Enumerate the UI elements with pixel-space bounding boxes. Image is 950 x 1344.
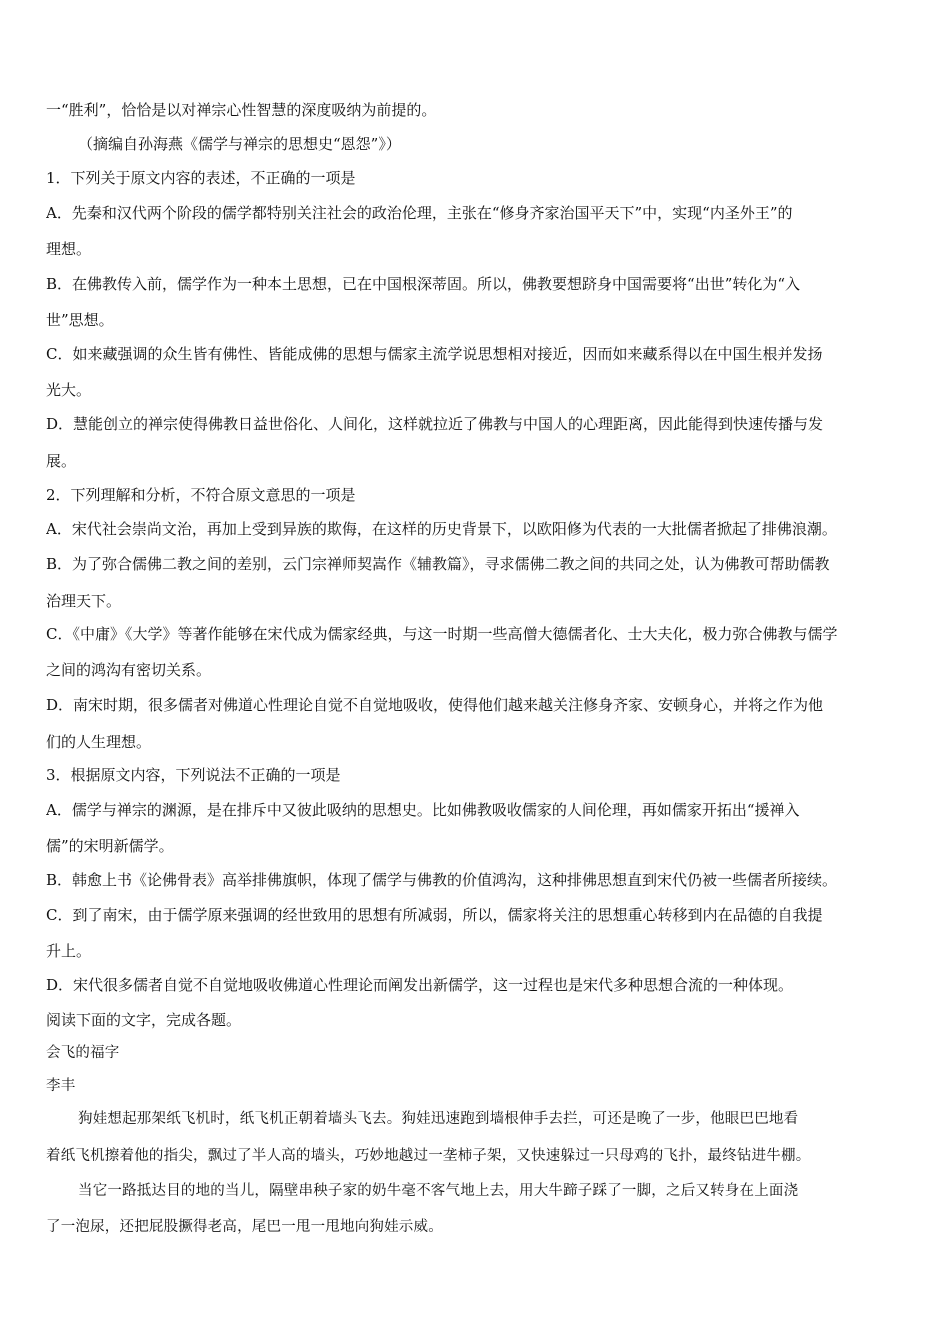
question-1-option-c: C．如来藏强调的众生皆有佛性、皆能成佛的思想与儒家主流学说思想相对接近，因而如来藏系得以在中国生根并发扬 [46, 345, 823, 363]
question-2-stem: 2．下列理解和分析，不符合原文意思的一项是 [46, 486, 356, 504]
story-paragraph-1-line-2: 着纸飞机擦着他的指尖，飘过了半人高的墙头，巧妙地越过一垄柿子架，又快速躲过一只母鸡的飞扑，最终钻进牛棚。 [46, 1148, 811, 1164]
question-1-option-a-cont: 理想。 [46, 240, 92, 258]
story-paragraph-2-line-2: 了一泡尿，还把屁股撅得老高，尾巴一甩一甩地向狗娃示威。 [46, 1219, 443, 1235]
question-1-option-b-cont: 世”思想。 [46, 311, 114, 329]
question-3-option-d: D．宋代很多儒者自觉不自觉地吸收佛道心性理论而阐发出新儒学，这一过程也是宋代多种思想合流的一种体现。 [46, 976, 794, 994]
reading-instruction: 阅读下面的文字，完成各题。 [46, 1011, 242, 1029]
question-2-option-d: D．南宋时期，很多儒者对佛道心性理论自觉不自觉地吸收，使得他们越来越关注修身齐家、安顿身心，并将之作为他 [46, 696, 824, 714]
question-3-option-a-cont: 儒”的宋明新儒学。 [46, 837, 174, 855]
story-paragraph-2-line-1: 当它一路抵达目的地的当儿，隔壁串秧子家的奶牛毫不客气地上去，用大牛蹄子踩了一脚，之后又转身在上面浇 [78, 1183, 799, 1199]
question-3-option-b: B．韩愈上书《论佛骨表》高举排佛旗帜，体现了儒学与佛教的价值鸿沟，这种排佛思想直到宋代仍被一些儒者所接续。 [46, 871, 838, 889]
question-3-stem: 3．根据原文内容，下列说法不正确的一项是 [46, 766, 341, 784]
question-1-option-d: D．慧能创立的禅宗使得佛教日益世俗化、人间化，这样就拉近了佛教与中国人的心理距离，因此能得到快速传播与发 [46, 415, 824, 433]
question-2-option-b-cont: 治理天下。 [46, 592, 122, 610]
question-1-stem: 1．下列关于原文内容的表述，不正确的一项是 [46, 169, 356, 187]
question-3-option-c: C．到了南宋，由于儒学原来强调的经世致用的思想有所减弱，所以，儒家将关注的思想重心转移到内在品德的自我提 [46, 906, 823, 924]
question-1-option-b: B．在佛教传入前，儒学作为一种本土思想，已在中国根深蒂固。所以，佛教要想跻身中国需要将“出世”转化为“入 [46, 275, 801, 293]
question-2-option-c: C．《中庸》《大学》等著作能够在宋代成为儒家经典，与这一时期一些高僧大德儒者化、士大夫化，极力弥合佛教与儒学 [46, 625, 838, 643]
question-2-option-c-cont: 之间的鸿沟有密切关系。 [46, 661, 212, 679]
question-2-option-d-cont: 们的人生理想。 [46, 733, 152, 751]
text-line-source: （摘编自孙海燕《儒学与禅宗的思想史“恩怨”》） [78, 135, 401, 153]
question-3-option-c-cont: 升上。 [46, 942, 92, 960]
story-author: 李丰 [46, 1078, 76, 1094]
story-paragraph-1-line-1: 狗娃想起那架纸飞机时，纸飞机正朝着墙头飞去。狗娃迅速跑到墙根伸手去拦，可还是晚了一步，他眼巴巴地看 [78, 1111, 799, 1127]
question-1-option-a: A．先秦和汉代两个阶段的儒学都特别关注社会的政治伦理，主张在“修身齐家治国平天下”中，实现“内圣外王”的 [46, 204, 793, 222]
question-3-option-a: A．儒学与禅宗的渊源，是在排斥中又彼此吸纳的思想史。比如佛教吸收儒家的人间伦理，再如儒家开拓出“援禅入 [46, 801, 800, 819]
question-1-option-d-cont: 展。 [46, 452, 77, 470]
question-2-option-b: B．为了弥合儒佛二教之间的差别，云门宗禅师契嵩作《辅教篇》，寻求儒佛二教之间的共同之处，认为佛教可帮助儒教 [46, 555, 830, 573]
story-title: 会飞的福字 [46, 1045, 120, 1061]
question-2-option-a: A．宋代社会崇尚文治，再加上受到异族的欺侮，在这样的历史背景下，以欧阳修为代表的一大批儒者掀起了排佛浪潮。 [46, 520, 837, 538]
text-line-passage-end: 一“胜利”，恰恰是以对禅宗心性智慧的深度吸纳为前提的。 [46, 101, 437, 119]
question-1-option-c-cont: 光大。 [46, 381, 92, 399]
